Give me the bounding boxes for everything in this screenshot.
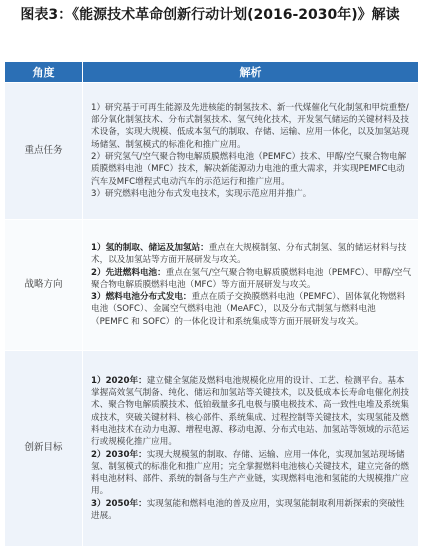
table-header-row bbox=[5, 62, 419, 83]
row-detail bbox=[83, 351, 419, 547]
detail-item-body: 重点在大规模制氢、分布式制氢、氢的储运材料与技术，以及加氢站等方面开展研发与攻关。 bbox=[91, 242, 407, 266]
detail-item bbox=[91, 498, 412, 523]
detail-paragraph: 2）研究氢气/空气聚合物电解质膜燃料电池（PEMFC）技术、甲醇/空气聚合物电解质膜燃料电池（MFC）技术，解决新能源动力电池的重大需求，并实现PEMFC电动汽车及MFC增程式电动汽车的示范运行和推广应用。 bbox=[91, 152, 407, 187]
detail-item bbox=[91, 291, 412, 328]
detail-item-head: 3）燃料电池分布式发电： bbox=[91, 292, 192, 303]
detail-item-body: 重点在氢气/空气聚合物电解质膜燃料电池（PEMFC）、甲醇/空气聚合物电解质膜燃料电池（MFC）等方面开展研发与攻关。 bbox=[91, 267, 412, 290]
detail-item bbox=[91, 267, 412, 292]
detail-item-head: 1）氢的制取、储运及加氢站： bbox=[91, 242, 209, 253]
detail-item-head: 2）先进燃料电池： bbox=[91, 267, 166, 278]
row-detail bbox=[83, 83, 419, 220]
policy-table bbox=[4, 61, 419, 547]
detail-item bbox=[91, 242, 412, 267]
detail-item-body: 实现氢能和燃料电池的普及应用，实现氢能制取利用新探索的突破性进展。 bbox=[91, 498, 405, 521]
detail-item bbox=[91, 449, 412, 498]
table-row bbox=[5, 83, 419, 220]
row-detail bbox=[83, 220, 419, 351]
header-analysis: 解析 bbox=[83, 62, 419, 83]
detail-item-head: 2）2030年： bbox=[91, 449, 147, 460]
detail-item-body: 重点在质子交换膜燃料电池（PEMFC）、固体氧化物燃料电池（SOFC）、金属空气燃料电池（MeAFC），以及分布式制氢与燃料电池（PEMFC 和 SOFC）的一体化设计和系统集成等方面开展研发与攻关。 bbox=[91, 292, 406, 327]
chart-title: 图表3：《能源技术革命创新行动计划(2016-2030年)》解读 bbox=[20, 7, 400, 23]
detail-item-body: 实现大规模氢的制取、存储、运输、应用一体化，实现加氢站现场储氢、制氢模式的标准化和推广应用；完全掌握燃料电池核心关键技术，建立完备的燃料电池材料、部件、系统的制备与生产产业链，实现燃料电池和氢能的大规模推广应用。 bbox=[91, 449, 409, 497]
row-aspect: 战略方向 bbox=[5, 220, 83, 351]
table-row bbox=[5, 220, 419, 351]
detail-item-head: 3）2050年： bbox=[91, 498, 147, 509]
detail-paragraph: 3）研究燃料电池分布式发电技术，实现示范应用并推广。 bbox=[91, 188, 312, 199]
row-aspect: 创新目标 bbox=[5, 351, 83, 547]
detail-item-body: 建立健全氢能及燃料电池规模化应用的设计、工艺、检测平台。基本掌握高效氢气制备、纯化、储运和加氢站等关键技术，以及低成本长寿命电催化剂技术、聚合物电解质膜技术、低铂载量多孔电极与膜电极技术、高一致性电堆及系统集成技术，突破关键材料、核心部件、系统集成、过程控制等关键技术，实现氢能及燃料电池技术在动力电源、增程电源、移动电源、分布式电站、加氢站等领域的示范运行或规模化推广应用。 bbox=[91, 375, 409, 448]
detail-paragraph: 1）研究基于可再生能源及先进核能的制氢技术、新一代煤催化气化制氢和甲烷重整/部分氧化制氢技术、分布式制氢技术、氢气纯化技术，开发氢气储运的关键材料及技术设备，实现大规模、低成本氢气的制取、存储、运输、应用一体化，以及加氢站现场储氢、制氢模式的标准化和推广应用。 bbox=[91, 102, 409, 150]
row-aspect: 重点任务 bbox=[5, 83, 83, 220]
detail-item-head: 1）2020年： bbox=[91, 375, 147, 386]
table-row bbox=[5, 351, 419, 547]
header-aspect: 角度 bbox=[5, 62, 83, 83]
detail-item bbox=[91, 375, 412, 449]
